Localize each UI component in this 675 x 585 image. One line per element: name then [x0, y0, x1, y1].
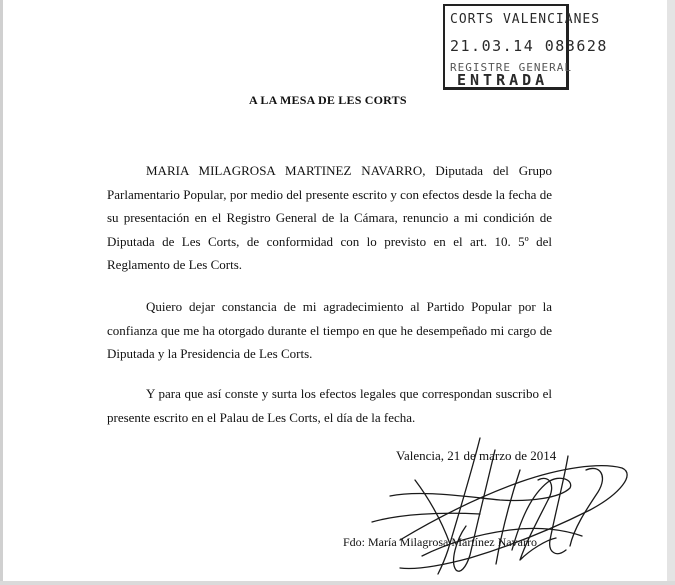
paragraph-closing: Y para que así conste y surta los efectos legales que correspondan suscribo el presente escrito en el Palau de Les Corts, el día de la fecha. [107, 386, 552, 425]
registry-stamp [443, 4, 608, 90]
stamp-institution: CORTS VALENCIANES [450, 12, 601, 27]
scan-edge-right [667, 0, 675, 585]
place-date: Valencia, 21 de marzo de 2014 [396, 448, 557, 463]
stamp-registry: REGISTRE GENERAL [450, 61, 572, 74]
scan-edge-left [0, 0, 3, 585]
stamp-entry: ENTRADA [457, 71, 549, 89]
scan-edge-bottom [0, 581, 675, 585]
document-heading: A LA MESA DE LES CORTS [249, 93, 407, 107]
paragraph-resignation: MARIA MILAGROSA MARTINEZ NAVARRO, Diputada del Grupo Parlamentario Popular, por medio del presente escrito y con efectos desde la fecha de su presentación en el Registro General de la Cámara, renuncio a mi condición de Diputada de Les Corts, de conformidad con lo previsto en el art. 10. 5º del Reglamento de Les Corts. [107, 163, 552, 272]
handwritten-signature [360, 430, 660, 580]
paragraph-gratitude: Quiero dejar constancia de mi agradecimiento al Partido Popular por la confianza que me ha otorgado durante el tiempo en que he desempeñado mi cargo de Diputada y la Presidencia de Les Corts. [107, 299, 552, 361]
signer-name: Fdo: María Milagrosa Martínez Navarro [343, 535, 537, 549]
stamp-date-number: 21.03.14 083628 [450, 37, 608, 55]
